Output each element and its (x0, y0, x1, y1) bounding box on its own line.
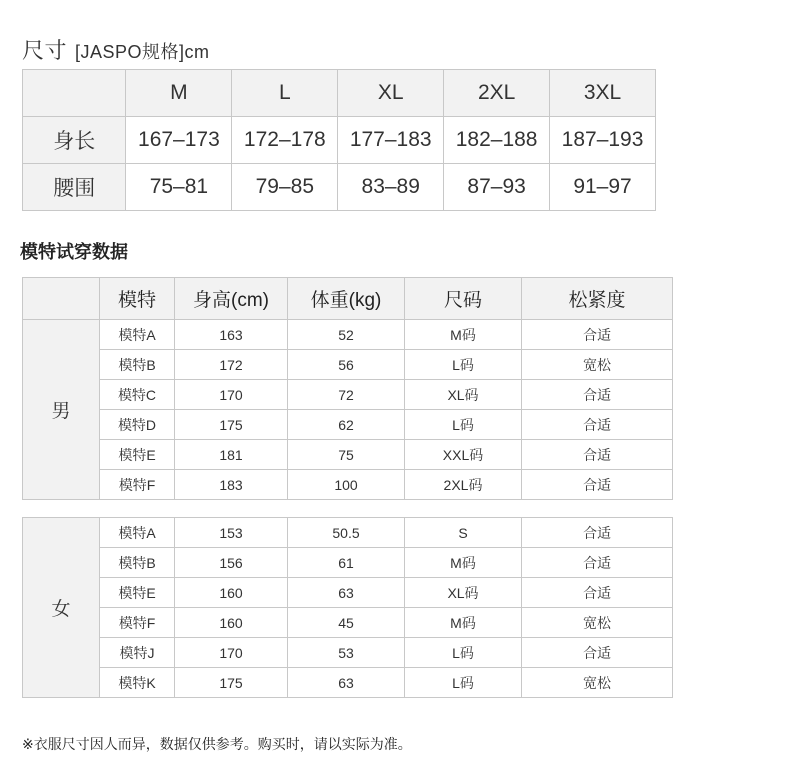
table-row (23, 380, 673, 410)
size-chart-title (22, 34, 210, 65)
table-row (23, 518, 673, 548)
table-row (23, 548, 673, 578)
model-size: XL码 (405, 578, 522, 608)
model-weight: 45 (288, 608, 405, 638)
model-fit: 合适 (522, 380, 673, 410)
size-cell: 79–85 (232, 164, 338, 211)
model-fit: 合适 (522, 578, 673, 608)
male-model-table (22, 277, 673, 500)
size-row-label: 身长 (23, 117, 126, 164)
model-size: XL码 (405, 380, 522, 410)
model-fit: 合适 (522, 470, 673, 500)
model-fit: 宽松 (522, 350, 673, 380)
model-section-title: 模特试穿数据 (20, 242, 128, 262)
model-fit: 合适 (522, 410, 673, 440)
model-size: L码 (405, 668, 522, 698)
model-size: 2XL码 (405, 470, 522, 500)
size-table-row-length (23, 117, 656, 164)
size-chart-subtitle: [JASPO规格]cm (75, 42, 210, 62)
model-name: 模特E (100, 578, 175, 608)
header-fit: 松紧度 (522, 278, 673, 320)
table-row (23, 638, 673, 668)
model-name: 模特D (100, 410, 175, 440)
model-weight: 61 (288, 548, 405, 578)
model-size: M码 (405, 548, 522, 578)
model-name: 模特A (100, 518, 175, 548)
header-weight: 体重(kg) (288, 278, 405, 320)
model-name: 模特J (100, 638, 175, 668)
size-chart-title-main: 尺寸 (22, 38, 68, 63)
size-cell: 167–173 (126, 117, 232, 164)
table-row (23, 410, 673, 440)
model-size: L码 (405, 638, 522, 668)
model-height: 175 (175, 668, 288, 698)
table-row (23, 320, 673, 350)
model-size: XXL码 (405, 440, 522, 470)
size-cell: 87–93 (444, 164, 550, 211)
model-height: 175 (175, 410, 288, 440)
table-row (23, 578, 673, 608)
model-name: 模特E (100, 440, 175, 470)
model-height: 156 (175, 548, 288, 578)
model-height: 183 (175, 470, 288, 500)
table-row (23, 470, 673, 500)
model-weight: 100 (288, 470, 405, 500)
model-weight: 52 (288, 320, 405, 350)
model-weight: 75 (288, 440, 405, 470)
header-height: 身高(cm) (175, 278, 288, 320)
size-cell: 75–81 (126, 164, 232, 211)
model-weight: 62 (288, 410, 405, 440)
model-size: L码 (405, 410, 522, 440)
gender-label-female: 女 (23, 518, 100, 698)
model-fit: 宽松 (522, 668, 673, 698)
model-size: M码 (405, 320, 522, 350)
model-height: 160 (175, 578, 288, 608)
header-model: 模特 (100, 278, 175, 320)
size-table-row-waist (23, 164, 656, 211)
model-name: 模特F (100, 608, 175, 638)
model-weight: 72 (288, 380, 405, 410)
size-cell: 91–97 (550, 164, 656, 211)
table-row (23, 668, 673, 698)
size-header-2xl: 2XL (444, 70, 550, 117)
size-header-m: M (126, 70, 232, 117)
size-cell: 182–188 (444, 117, 550, 164)
female-model-table (22, 517, 673, 698)
model-weight: 63 (288, 578, 405, 608)
model-size: M码 (405, 608, 522, 638)
model-size: S (405, 518, 522, 548)
model-fit: 合适 (522, 638, 673, 668)
model-fit: 宽松 (522, 608, 673, 638)
size-table-corner (23, 70, 126, 117)
size-cell: 83–89 (338, 164, 444, 211)
model-fit: 合适 (522, 518, 673, 548)
model-height: 163 (175, 320, 288, 350)
model-weight: 53 (288, 638, 405, 668)
model-height: 170 (175, 638, 288, 668)
model-height: 172 (175, 350, 288, 380)
model-name: 模特F (100, 470, 175, 500)
table-row (23, 608, 673, 638)
size-header-3xl: 3XL (550, 70, 656, 117)
model-name: 模特C (100, 380, 175, 410)
size-header-xl: XL (338, 70, 444, 117)
size-cell: 177–183 (338, 117, 444, 164)
model-height: 160 (175, 608, 288, 638)
footnote: ※衣服尺寸因人而异，数据仅供参考。购买时，请以实际为准。 (22, 736, 412, 752)
size-table-header-row (23, 70, 656, 117)
model-table-header-row (23, 278, 673, 320)
model-name: 模特B (100, 350, 175, 380)
header-size: 尺码 (405, 278, 522, 320)
model-height: 181 (175, 440, 288, 470)
model-weight: 50.5 (288, 518, 405, 548)
model-fit: 合适 (522, 440, 673, 470)
table-row (23, 350, 673, 380)
model-name: 模特B (100, 548, 175, 578)
model-fit: 合适 (522, 548, 673, 578)
size-header-l: L (232, 70, 338, 117)
model-height: 170 (175, 380, 288, 410)
size-row-label: 腰围 (23, 164, 126, 211)
table-row (23, 440, 673, 470)
gender-label-male: 男 (23, 320, 100, 500)
model-weight: 56 (288, 350, 405, 380)
size-cell: 172–178 (232, 117, 338, 164)
size-table (22, 69, 656, 211)
model-size: L码 (405, 350, 522, 380)
model-name: 模特K (100, 668, 175, 698)
model-weight: 63 (288, 668, 405, 698)
model-fit: 合适 (522, 320, 673, 350)
size-cell: 187–193 (550, 117, 656, 164)
model-height: 153 (175, 518, 288, 548)
model-name: 模特A (100, 320, 175, 350)
model-table-corner (23, 278, 100, 320)
